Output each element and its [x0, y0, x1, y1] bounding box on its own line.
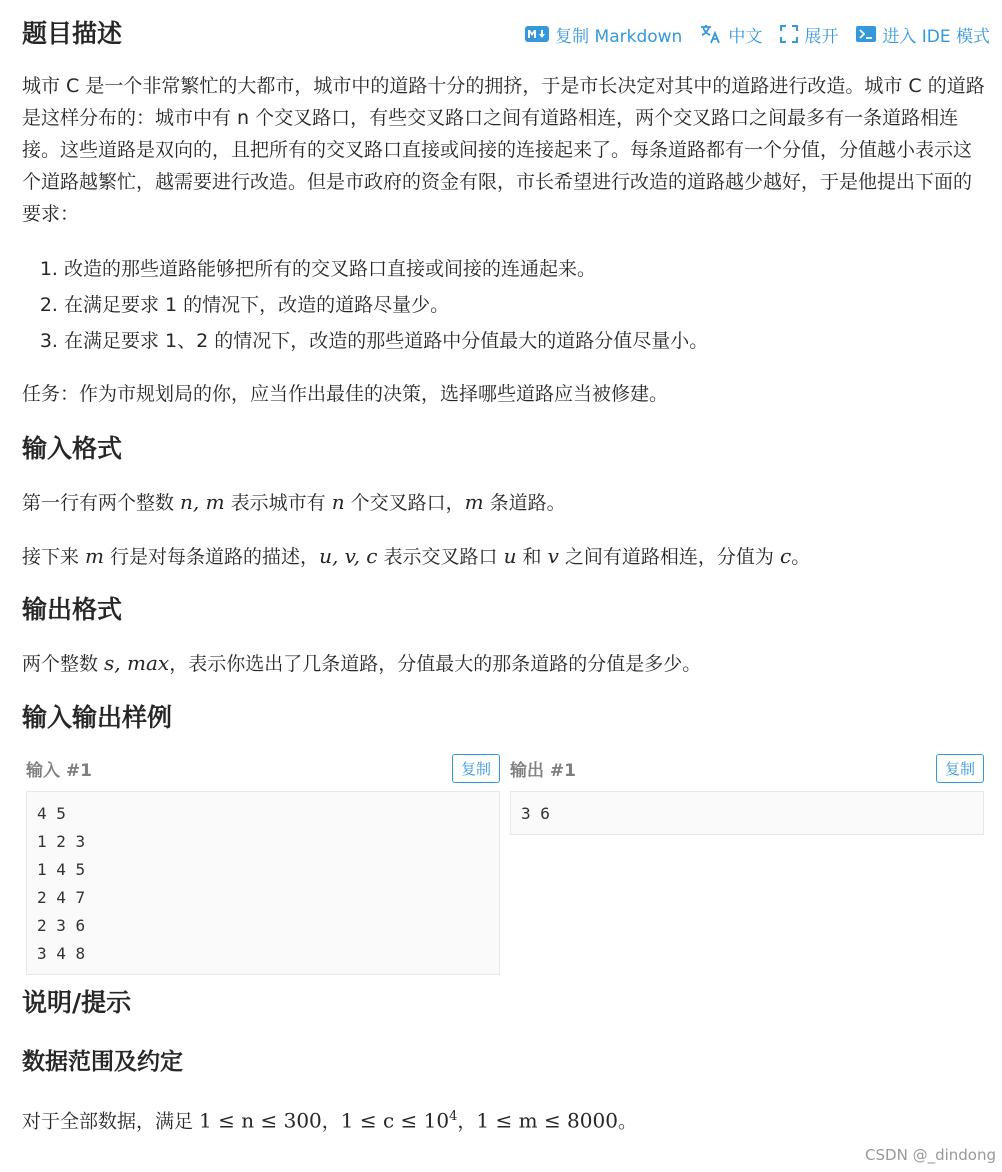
math-m: m: [85, 544, 105, 568]
text-span: 条道路。: [483, 492, 566, 514]
text-span: 表示城市有: [224, 492, 332, 514]
expand-icon: [780, 25, 798, 43]
input-format-heading-wrap: [22, 429, 990, 469]
code-line: 1 2 3: [37, 832, 86, 851]
terminal-icon: [856, 26, 876, 42]
math-range-n: 1 ≤ n ≤ 300: [199, 1108, 322, 1133]
text-span: 之间有道路相连，分值为: [558, 546, 780, 568]
enter-ide-label: 进入 IDE 模式: [882, 26, 990, 47]
sample-input-title: 输入 #1: [26, 760, 92, 781]
text-span: 行是对每条道路的描述，: [104, 546, 320, 568]
input-format-line1: [22, 486, 990, 519]
list-item: 2. 在满足要求 1 的情况下，改造的道路尽量少。: [64, 287, 990, 323]
text-span: ，: [457, 1110, 477, 1133]
task-paragraph: 任务：作为市规划局的你，应当作出最佳的决策，选择哪些道路应当被修建。: [22, 383, 669, 405]
enter-ide-button[interactable]: [856, 22, 990, 47]
samples-heading: 输入输出样例: [22, 703, 173, 732]
hint-heading: 说明/提示: [22, 988, 132, 1017]
text-span: 接下来: [22, 546, 86, 568]
math-m: m: [464, 490, 484, 514]
hint-heading-wrap: [22, 983, 990, 1023]
math-v: v: [547, 544, 559, 568]
markdown-icon: [525, 26, 549, 42]
sample-output-title: 输出 #1: [510, 760, 576, 781]
text-span: 第一行有两个整数: [22, 492, 181, 514]
requirements-list: [22, 251, 990, 359]
list-item: 3. 在满足要求 1、2 的情况下，改造的那些道路中分值最大的道路分值尽量小。: [64, 323, 990, 359]
math-u-v-c: u, v, c: [319, 544, 378, 568]
language-button[interactable]: [700, 22, 762, 47]
text-span: 个交叉路口，: [344, 492, 465, 514]
math-s-max: s, max: [104, 651, 170, 675]
text-span: 。: [617, 1110, 637, 1133]
sample-input-header: [26, 752, 500, 784]
expand-button[interactable]: [780, 22, 838, 47]
description-section: [22, 70, 990, 230]
math-range-m: 1 ≤ m ≤ 8000: [476, 1108, 618, 1133]
text-span: 对于全部数据，满足: [22, 1110, 200, 1133]
copy-output-button[interactable]: 复制: [936, 754, 984, 783]
list-item: 1. 改造的那些道路能够把所有的交叉路口直接或间接的连通起来。: [64, 251, 990, 287]
code-line: 3 6: [521, 804, 550, 823]
math-u: u: [503, 544, 517, 568]
math-c: c: [779, 544, 792, 568]
sample-output-box[interactable]: [510, 791, 984, 835]
code-line: 4 5: [37, 804, 66, 823]
text-span: ，表示你选出了几条道路，分值最大的那条道路的分值是多少。: [169, 653, 702, 675]
range-heading: 数据范围及约定: [22, 1049, 183, 1075]
toolbar: [525, 14, 990, 54]
math-range-c-exp: 4: [449, 1109, 458, 1124]
expand-label: 展开: [804, 26, 839, 47]
code-line: 3 4 8: [37, 944, 86, 963]
output-format-heading-wrap: [22, 590, 990, 630]
language-label: 中文: [728, 26, 763, 47]
text-span: 表示交叉路口: [377, 546, 504, 568]
copy-markdown-button[interactable]: [525, 22, 682, 47]
copy-input-button[interactable]: 复制: [452, 754, 500, 783]
watermark: CSDN @_dindong: [865, 1146, 996, 1164]
math-n-m: n, m: [180, 490, 225, 514]
code-line: 2 4 7: [37, 888, 86, 907]
output-format-line: [22, 647, 990, 680]
output-format-heading: 输出格式: [22, 595, 123, 624]
math-range-c: 1 ≤ c ≤ 10: [340, 1108, 450, 1133]
input-format-line2: [22, 540, 990, 573]
input-format-heading: 输入格式: [22, 434, 123, 463]
text-span: 两个整数: [22, 653, 105, 675]
description-paragraph: 城市 C 是一个非常繁忙的大都市，城市中的道路十分的拥挤，于是市长决定对其中的道路进行改造。城市 C 的道路是这样分布的：城市中有 n 个交叉路口，有些交叉路口之间有道路相连，两个交叉路口之间最多有一条道路相连接。这些道路是双向的，且把所有的交叉路口直接或间接的连接起来了。每条道路都有一个分值，分值越小表示这个道路越繁忙，越需要进行改造。但是市政府的资金有限，市长希望进行改造的道路越少越好，于是他提出下面的要求：: [22, 75, 985, 225]
requirements-list-section: [22, 251, 990, 359]
copy-markdown-label: 复制 Markdown: [555, 26, 683, 47]
code-line: 1 4 5: [37, 860, 86, 879]
sample-input-box[interactable]: [26, 791, 500, 975]
samples-heading-wrap: [22, 698, 990, 738]
page-title: 题目描述: [22, 19, 123, 48]
header-row: [22, 14, 990, 54]
math-n: n: [331, 490, 345, 514]
text-span: 和: [516, 546, 548, 568]
range-line: [22, 1101, 990, 1137]
sample-output-header: [510, 752, 984, 784]
task-section: [22, 378, 990, 410]
range-heading-wrap: [22, 1042, 990, 1082]
code-line: 2 3 6: [37, 916, 86, 935]
text-span: ，: [321, 1110, 341, 1133]
translate-icon: [700, 24, 722, 44]
text-span: 。: [791, 546, 811, 568]
